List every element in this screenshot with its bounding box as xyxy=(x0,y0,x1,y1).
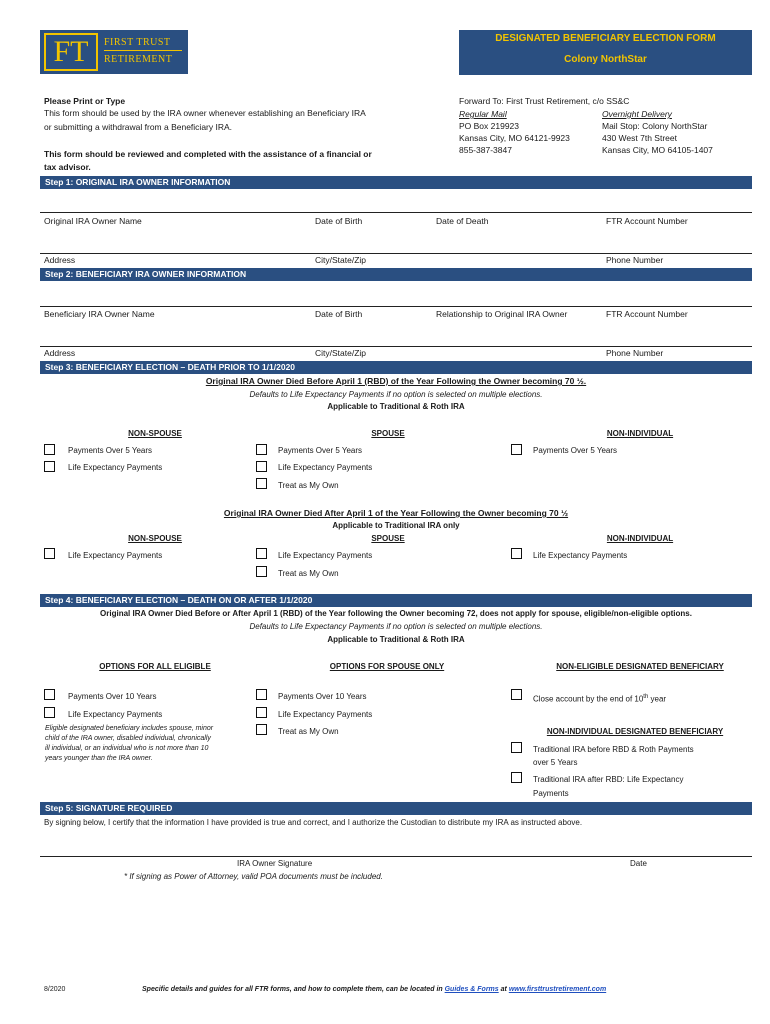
step3-a-spouse-life-label: Life Expectancy Payments xyxy=(278,463,373,472)
step4-trad-before-label-2: over 5 Years xyxy=(533,758,578,767)
step4-col-noneligible: NON-ELIGIBLE DESIGNATED BENEFICIARY xyxy=(556,662,724,671)
overnight-address-1: Mail Stop: Colony NorthStar xyxy=(602,121,708,131)
print-label: Please Print or Type xyxy=(44,96,126,106)
form-title: DESIGNATED BENEFICIARY ELECTION FORM xyxy=(495,33,716,44)
step4-default: Defaults to Life Expectancy Payments if no option is selected on multiple elections. xyxy=(249,622,543,631)
signature-label: IRA Owner Signature xyxy=(237,859,313,868)
logo-rule xyxy=(104,50,182,51)
step2-dob-label: Date of Birth xyxy=(315,309,363,319)
step1-bar: Step 1: ORIGINAL IRA OWNER INFORMATION xyxy=(40,176,752,189)
step4-spouse-life-checkbox[interactable] xyxy=(256,707,267,718)
guides-forms-link[interactable]: Guides & Forms xyxy=(444,986,499,993)
overnight-address-3: Kansas City, MO 64105-1407 xyxy=(602,145,713,155)
step4-spouse-own-checkbox[interactable] xyxy=(256,724,267,735)
step2-relationship-label: Relationship to Original IRA Owner xyxy=(436,309,568,319)
step2-line1 xyxy=(40,306,752,307)
step1-city-label: City/State/Zip xyxy=(315,255,367,265)
step5-bar: Step 5: SIGNATURE REQUIRED xyxy=(40,802,752,815)
step4-trad-before-checkbox[interactable] xyxy=(511,742,522,753)
logo-line1: FIRST TRUST xyxy=(104,37,171,48)
step4-col-all: OPTIONS FOR ALL ELIGIBLE xyxy=(99,662,211,671)
step1-line1 xyxy=(40,212,752,213)
step4-heading: Original IRA Owner Died Before or After April 1 (RBD) of the Year following the Owner becoming 72, does not apply for spouse, eligible/non-eligible options. xyxy=(100,609,692,618)
step3-col-nonspouse: NON-SPOUSE xyxy=(128,429,182,438)
footer-lead: Specific details and guides for all FTR forms, and how to complete them, can be located in xyxy=(142,986,445,993)
step3-b-nonindividual-life-label: Life Expectancy Payments xyxy=(533,551,628,560)
step3-a-spouse-own-checkbox[interactable] xyxy=(256,478,267,489)
step3-b-nonindividual-life-checkbox[interactable] xyxy=(511,548,522,559)
step3-col-spouse: SPOUSE xyxy=(371,429,405,438)
logo-initials: FT xyxy=(44,33,98,71)
step3-bar: Step 3: BENEFICIARY ELECTION – DEATH PRIOR TO 1/1/2020 xyxy=(40,361,752,374)
step3-a-default: Defaults to Life Expectancy Payments if no option is selected on multiple elections. xyxy=(249,390,543,399)
step4-col-spouse: OPTIONS FOR SPOUSE ONLY xyxy=(329,662,445,671)
regular-address-1: PO Box 219923 xyxy=(459,121,520,131)
step1-owner-name-label: Original IRA Owner Name xyxy=(44,216,142,226)
step4-trad-after-label-2: Payments xyxy=(533,789,569,798)
step4-all-10yr-checkbox[interactable] xyxy=(44,689,55,700)
step2-owner-name-label: Beneficiary IRA Owner Name xyxy=(44,309,155,319)
step3-b-spouse-life-checkbox[interactable] xyxy=(256,548,267,559)
overnight-address-2: 430 West 7th Street xyxy=(602,133,677,143)
regular-address-2: Kansas City, MO 64121-9923 xyxy=(459,133,570,143)
step3-b-spouse-own-checkbox[interactable] xyxy=(256,566,267,577)
regular-mail-label: Regular Mail xyxy=(459,109,507,119)
step3-b-heading: Original IRA Owner Died After April 1 of the Year Following the Owner becoming 70 ½ xyxy=(223,508,569,518)
intro-line1: This form should be used by the IRA owner whenever establishing an Beneficiary IRA xyxy=(44,108,366,118)
overnight-label: Overnight Delivery xyxy=(602,109,672,119)
step4-all-life-label: Life Expectancy Payments xyxy=(68,710,163,719)
step4-close-account-label xyxy=(533,692,666,705)
step1-dod-label: Date of Death xyxy=(436,216,489,226)
step4-spouse-10yr-label: Payments Over 10 Years xyxy=(278,692,367,701)
step3-a-nonspouse-life-label: Life Expectancy Payments xyxy=(68,463,163,472)
step4-applicable: Applicable to Traditional & Roth IRA xyxy=(327,635,465,644)
form-header xyxy=(459,30,752,75)
close-account-end: year xyxy=(648,694,667,704)
step3-a-spouse-5yr-label: Payments Over 5 Years xyxy=(278,446,363,455)
step2-line2 xyxy=(40,346,752,347)
step3-b-col-nonspouse: NON-SPOUSE xyxy=(128,534,182,543)
step1-address-label: Address xyxy=(44,255,76,265)
step2-address-label: Address xyxy=(44,348,76,358)
step3-a-nonindividual-5yr-checkbox[interactable] xyxy=(511,444,522,455)
step4-bar: Step 4: BENEFICIARY ELECTION – DEATH ON OR AFTER 1/1/2020 xyxy=(40,594,752,607)
step1-dob-label: Date of Birth xyxy=(315,216,363,226)
website-link[interactable]: www.firsttrustretirement.com xyxy=(508,986,607,993)
step4-spouse-10yr-checkbox[interactable] xyxy=(256,689,267,700)
step3-a-applicable: Applicable to Traditional & Roth IRA xyxy=(327,402,465,411)
close-account-text: Close account by the end of 10 xyxy=(533,694,644,704)
review-line2: tax advisor. xyxy=(44,162,91,172)
nonindividual-heading: NON-INDIVIDUAL DESIGNATED BENEFICIARY xyxy=(546,727,724,736)
step3-a-nonspouse-5yr-checkbox[interactable] xyxy=(44,444,55,455)
step1-phone-label: Phone Number xyxy=(606,255,664,265)
intro-line2: or submitting a withdrawal from a Beneficiary IRA. xyxy=(44,122,233,132)
step4-trad-before-label-1: Traditional IRA before RBD & Roth Payments xyxy=(533,745,694,754)
step3-a-nonindividual-5yr-label: Payments Over 5 Years xyxy=(533,446,618,455)
eligible-note-1: Eligible designated beneficiary includes spouse, minor xyxy=(45,725,214,732)
step4-all-life-checkbox[interactable] xyxy=(44,707,55,718)
step4-all-10yr-label: Payments Over 10 Years xyxy=(68,692,157,701)
ft-logo xyxy=(40,30,188,74)
step3-b-nonspouse-life-label: Life Expectancy Payments xyxy=(68,551,163,560)
step2-city-label: City/State/Zip xyxy=(315,348,367,358)
logo-line2: RETIREMENT xyxy=(104,54,173,65)
step3-b-col-nonindividual: NON-INDIVIDUAL xyxy=(606,534,674,543)
regular-phone: 855-387-3847 xyxy=(459,145,512,155)
step4-trad-after-checkbox[interactable] xyxy=(511,772,522,783)
form-subtitle: Colony NorthStar xyxy=(564,54,647,65)
step2-bar: Step 2: BENEFICIARY IRA OWNER INFORMATION xyxy=(40,268,752,281)
step2-phone-label: Phone Number xyxy=(606,348,664,358)
footer-mid: at xyxy=(498,986,509,993)
review-line1: This form should be reviewed and completed with the assistance of a financial or xyxy=(44,149,372,159)
form-version: 8/2020 xyxy=(44,986,66,993)
close-account-sup: th xyxy=(643,694,649,700)
step2-account-label: FTR Account Number xyxy=(606,309,688,319)
eligible-note-3: ill individual, or an individual who is not more than 10 xyxy=(45,745,209,752)
step4-spouse-own-label: Treat as My Own xyxy=(278,727,339,736)
certify-text: By signing below, I certify that the information I have provided is true and correct, and I authorize the Custodian to distribute my IRA as instructed above. xyxy=(44,818,583,827)
step3-a-spouse-life-checkbox[interactable] xyxy=(256,461,267,472)
step4-spouse-life-label: Life Expectancy Payments xyxy=(278,710,373,719)
step3-a-nonspouse-5yr-label: Payments Over 5 Years xyxy=(68,446,153,455)
step3-b-spouse-life-label: Life Expectancy Payments xyxy=(278,551,373,560)
signature-line[interactable] xyxy=(40,856,752,857)
step3-a-spouse-own-label: Treat as My Own xyxy=(278,481,339,490)
step3-a-spouse-5yr-checkbox[interactable] xyxy=(256,444,267,455)
step4-trad-after-label-1: Traditional IRA after RBD: Life Expectancy xyxy=(533,775,684,784)
step4-close-account-checkbox[interactable] xyxy=(511,689,522,700)
eligible-note-2: child of the IRA owner, disabled individual, chronically xyxy=(45,735,211,742)
date-label: Date xyxy=(630,859,647,868)
forward-label: Forward To: First Trust Retirement, c/o SS&C xyxy=(459,96,630,106)
step1-line2 xyxy=(40,253,752,254)
poa-note: * If signing as Power of Attorney, valid POA documents must be included. xyxy=(124,872,383,881)
footer-text xyxy=(142,985,606,994)
step3-a-heading: Original IRA Owner Died Before April 1 (RBD) of the Year Following the Owner becoming 70 ½. xyxy=(205,376,587,386)
eligible-note-4: years younger than the IRA owner. xyxy=(45,755,153,762)
step1-account-label: FTR Account Number xyxy=(606,216,688,226)
step3-b-spouse-own-label: Treat as My Own xyxy=(278,569,339,578)
step3-b-nonspouse-life-checkbox[interactable] xyxy=(44,548,55,559)
step3-col-nonindividual: NON-INDIVIDUAL xyxy=(606,429,674,438)
step3-b-col-spouse: SPOUSE xyxy=(371,534,405,543)
step3-b-applicable: Applicable to Traditional IRA only xyxy=(332,521,460,530)
step3-a-nonspouse-life-checkbox[interactable] xyxy=(44,461,55,472)
